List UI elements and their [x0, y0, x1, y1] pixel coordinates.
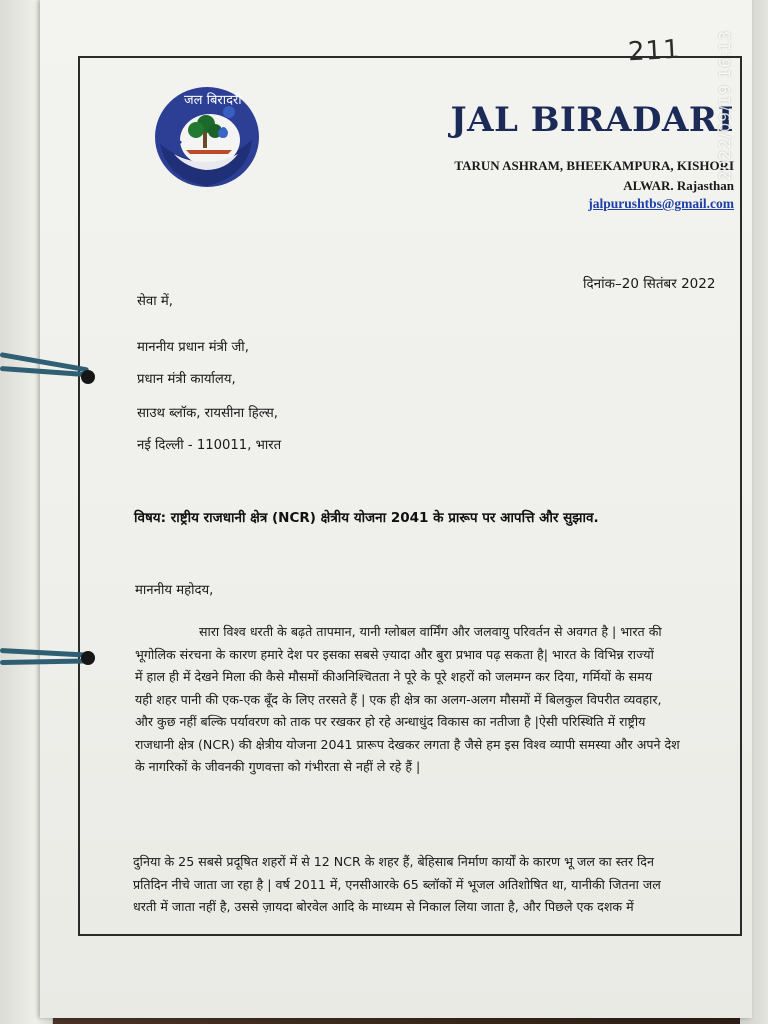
organization-name: JAL BIRADARI [450, 100, 734, 140]
recipient-line-4: नई दिल्ली - 110011, भारत [137, 438, 282, 453]
organization-email[interactable]: jalpurushtbs@gmail.com [588, 196, 734, 211]
address-line-1: TARUN ASHRAM, BHEEKAMPURA, KISHORI [454, 158, 734, 173]
logo-text: जल बिरादरी [184, 93, 242, 108]
paragraph-1-line: सारा विश्व धरती के बढ़ते तापमान, यानी ग्लोबल वार्मिंग और जलवायु परिवर्तन से अवगत है | भारत की [199, 624, 662, 639]
recipient-line-2: प्रधान मंत्री कार्यालय, [137, 372, 236, 387]
paragraph-1-line: भूगोलिक संरचना के कारण हमारे देश पर इसका सबसे ज़्यादा और बुरा प्रभाव पढ़ सकता है| भारत के विभिन्न राज्यों [135, 646, 654, 662]
jal-biradari-logo [152, 84, 262, 190]
paragraph-1-line: और कुछ नहीं बल्कि पर्यावरण को ताक पर रखकर हो रहे अन्धाधुंद विकास का नतीजा है |ऐसी परिस्थिति में राष्ट्रीय [135, 714, 646, 729]
punch-hole-bottom [81, 651, 95, 665]
timestamp-watermark: 2022/09/19 16:13 [716, 30, 734, 181]
paragraph-1-line: यही शहर पानी की एक-एक बूँद के लिए तरसते हैं | एक ही क्षेत्र का अलग-अलग मौसमों में बिलकुल विपरीत व्यवहार, [135, 691, 662, 707]
handwritten-page-number: 211 [627, 34, 682, 68]
paragraph-2-line: दुनिया के 25 सबसे प्रदूषित शहरों में से 12 NCR के शहर हैं, बेहिसाब निर्माण कार्यों के कारण भू जल का स्तर दिन [133, 854, 654, 869]
address-line-2: ALWAR. Rajasthan [623, 178, 734, 193]
recipient-line-3: साउथ ब्लॉक, रायसीना हिल्स, [137, 406, 278, 421]
paragraph-2-line: प्रतिदिन नीचे जाता जा रहा है | वर्ष 2011 में, एनसीआरके 65 ब्लॉकों में भूजल अतिशोषित था, यानीकी जितना जल [133, 876, 661, 892]
letter-date: दिनांक–20 सितंबर 2022 [583, 276, 716, 292]
paragraph-2-line: धरती में जाता नहीं है, उससे ज़ायदा बोरवेल आदि के माध्यम से निकाल लिया जाता है, और पिछले एक दशक में [133, 899, 634, 914]
greeting: माननीय महोदय, [135, 583, 214, 598]
recipient-line-1: माननीय प्रधान मंत्री जी, [137, 340, 249, 355]
paragraph-2 [133, 851, 718, 919]
paragraph-1-line: राजधानी क्षेत्र (NCR) की क्षेत्रीय योजना 2041 प्रारूप देखकर लगता है जैसे हम इस विश्व व्यापी समस्या और अपने देश [135, 736, 680, 752]
paragraph-1-line: के नागरिकों के जीवनकी गुणवत्ता को गंभीरता से नहीं ले रहे हैं | [135, 759, 421, 774]
punch-hole-top [81, 370, 95, 384]
salutation-to: सेवा में, [137, 294, 173, 309]
paragraph-1-line: में हाल ही में देखने मिला की कैसे मौसमों कीअनिश्चितता ने पूरे के पूरे शहरों को जलमग्न कर दिया, गर्मियों के समय [135, 669, 653, 684]
organization-address [434, 156, 734, 196]
paragraph-1 [135, 621, 718, 779]
letter-subject: विषय: राष्ट्रीय राजधानी क्षेत्र (NCR) क्षेत्रीय योजना 2041 के प्रारूप पर आपत्ति और सुझाव. [134, 510, 599, 526]
